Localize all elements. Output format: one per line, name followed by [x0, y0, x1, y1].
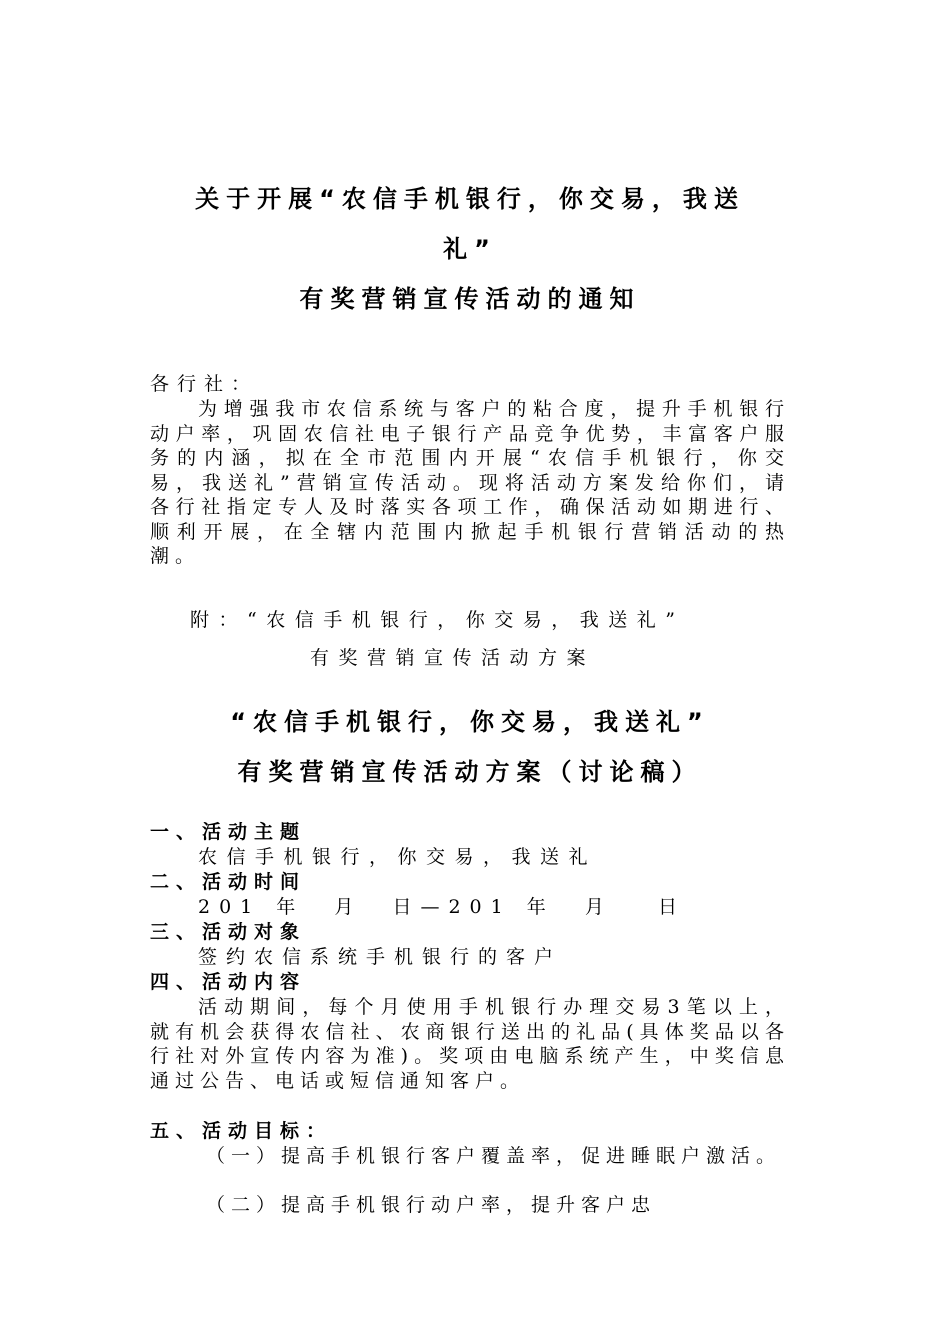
- section-4-text: 活动期间，每个月使用手机银行办理交易3笔以上，就有机会获得农信社、农商银行送出的礼品(具体奖品以各行社对外宣传内容为准)。奖项由电脑系统产生，中奖信息通过公告、电话或短信通知客户。: [150, 996, 790, 1092]
- notice-title-line-3: 有奖营销宣传活动的通知: [299, 285, 641, 313]
- section-3-text: 签约农信系统手机银行的客户: [198, 946, 563, 968]
- notice-attachment-line-1: 附：“农信手机银行，你交易，我送礼”: [190, 609, 685, 631]
- section-2-heading: 二、活动时间: [150, 871, 307, 893]
- notice-attachment-line-2: 有奖营销宣传活动方案: [310, 647, 596, 669]
- notice-salutation: 各行社：: [150, 373, 259, 395]
- notice-title-line-2: 礼”: [443, 235, 497, 263]
- section-5-item-2: （二）提高手机银行动户率，提升客户忠: [206, 1194, 657, 1216]
- section-1-text: 农信手机银行，你交易，我送礼: [198, 846, 598, 868]
- section-4-heading: 四、活动内容: [150, 971, 307, 993]
- plan-title-line-1: “农信手机银行，你交易，我送礼”: [230, 708, 710, 736]
- section-2-text: 201 年 月 日—201 年 月 日: [198, 896, 686, 918]
- section-3-heading: 三、活动对象: [150, 921, 307, 943]
- section-1-heading: 一、活动主题: [150, 821, 307, 843]
- section-5-item-1: （一）提高手机银行客户覆盖率，促进睡眠户激活。: [206, 1145, 782, 1167]
- notice-title-line-1: 关于开展“农信手机银行，你交易，我送: [195, 185, 745, 213]
- notice-body: 为增强我市农信系统与客户的粘合度，提升手机银行动户率，巩固农信社电子银行产品竞争优势，丰富客户服务的内涵，拟在全市范围内开展“农信手机银行，你交易，我送礼”营销宣传活动。现将活动方案发给你们，请各行社指定专人及时落实各项工作，确保活动如期进行、顺利开展，在全辖内范围内掀起手机银行营销活动的热潮。: [150, 398, 790, 567]
- plan-title-line-2: 有奖营销宣传活动方案（讨论稿）: [237, 758, 703, 786]
- section-5-heading: 五、活动目标：: [150, 1120, 333, 1142]
